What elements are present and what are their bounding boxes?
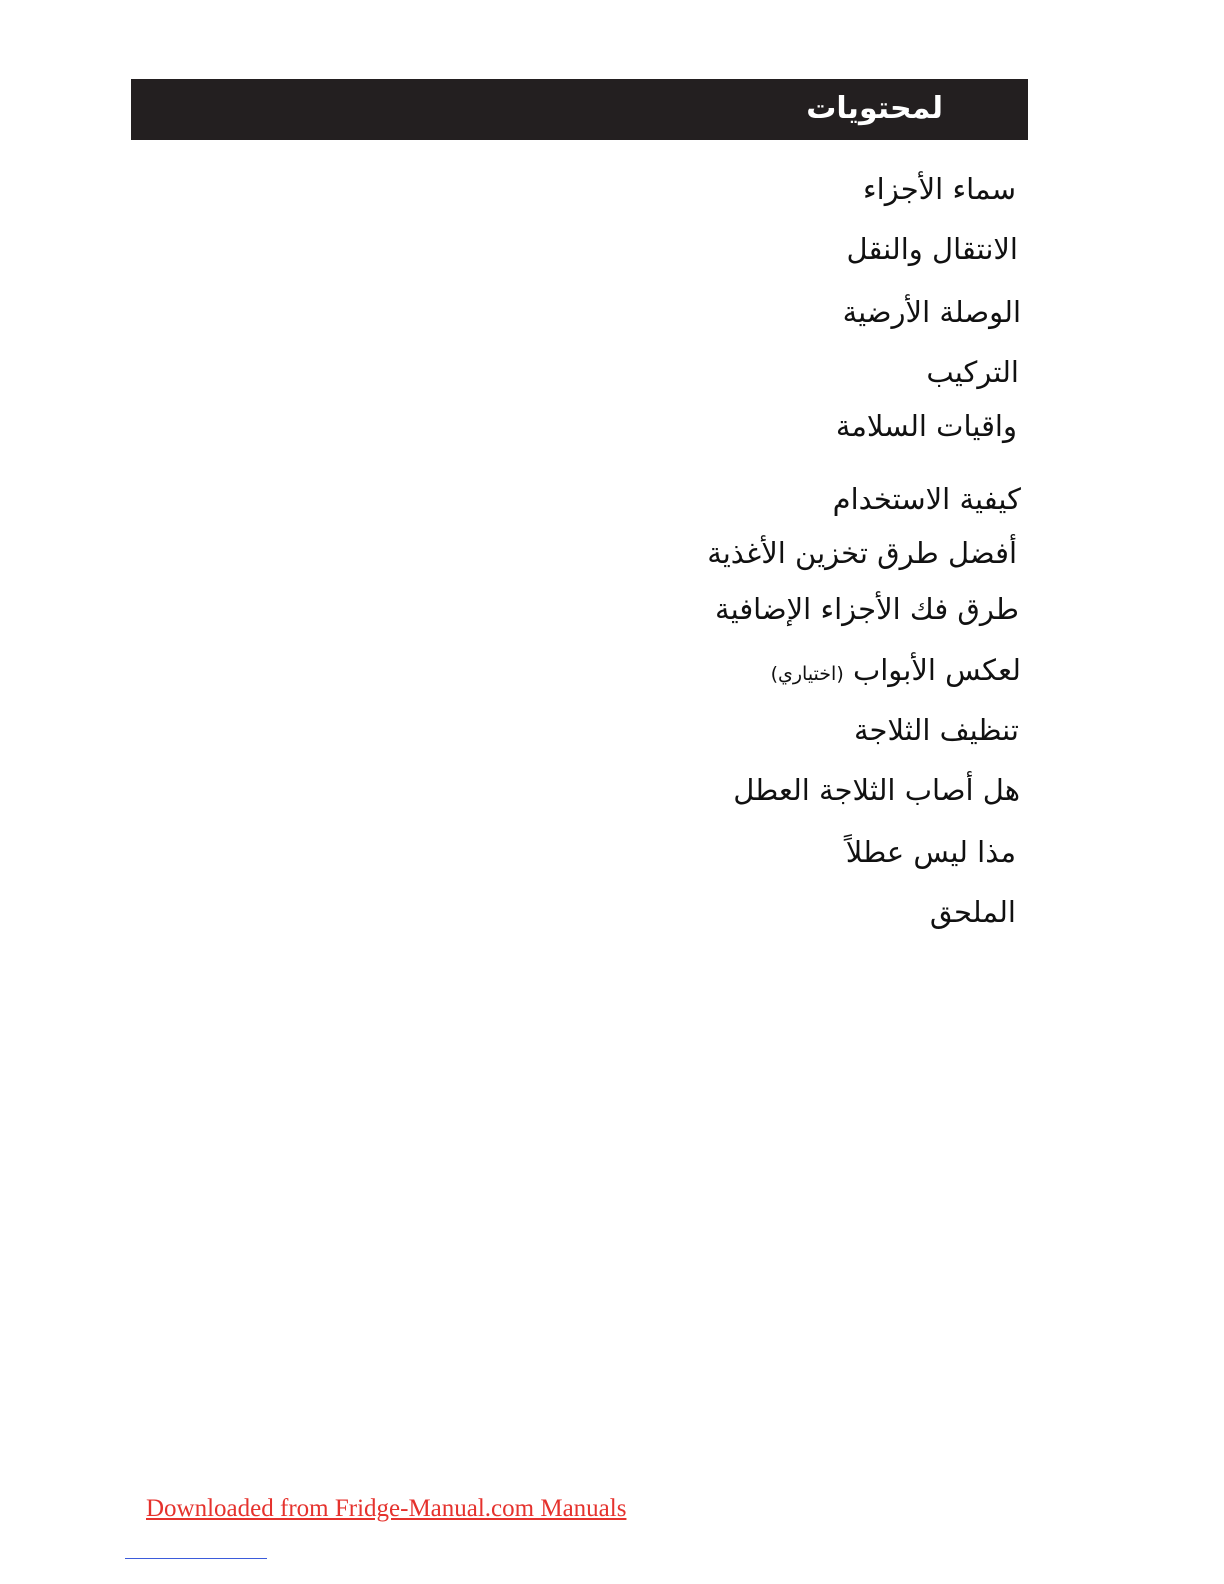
toc-item-label: التركيب: [926, 355, 1019, 389]
toc-item-label: واقيات السلامة: [835, 409, 1017, 443]
toc-item-grounding[interactable]: [843, 292, 1021, 332]
toc-item-label: الانتقال والنقل: [846, 232, 1018, 266]
toc-item-label: أفضل طرق تخزين الأغذية: [707, 536, 1017, 570]
toc-item-label: طرق فك الأجزاء الإضافية: [715, 592, 1019, 626]
toc-item-installation[interactable]: [926, 352, 1019, 392]
toc-item-label: لعكس الأبواب: [852, 653, 1021, 687]
toc-item-parts[interactable]: [863, 169, 1016, 209]
toc-item-door-reversal[interactable]: [771, 650, 1021, 694]
toc-item-label: مذا ليس عطلاً: [845, 835, 1016, 869]
download-source-link[interactable]: Downloaded from Fridge-Manual.com Manuals: [146, 1495, 627, 1522]
toc-item-label: كيفية الاستخدام: [832, 482, 1021, 516]
toc-item-not-a-fault[interactable]: [846, 832, 1016, 872]
toc-item-label: الوصلة الأرضية: [842, 295, 1021, 329]
toc-item-how-to-use[interactable]: [833, 479, 1021, 519]
header-bar: [131, 79, 1028, 140]
page-title: لمحتويات: [806, 91, 943, 126]
toc-item-safety[interactable]: [836, 406, 1017, 446]
toc-item-label: الملحق: [929, 895, 1016, 929]
toc-item-label: تنظيف الثلاجة: [853, 713, 1019, 747]
toc-item-note: (اختياري): [770, 663, 844, 685]
toc-item-troubleshooting[interactable]: [733, 770, 1020, 810]
toc-item-label: هل أصاب الثلاجة العطل: [733, 773, 1020, 807]
toc-item-cleaning[interactable]: [854, 710, 1019, 750]
toc-item-transport[interactable]: [847, 229, 1019, 269]
toc-item-removing-parts[interactable]: [715, 589, 1019, 629]
toc-item-food-storage[interactable]: [707, 533, 1017, 573]
toc-item-label: سماء الأجزاء: [863, 172, 1016, 206]
footer-divider: [125, 1558, 267, 1559]
toc-item-appendix[interactable]: [930, 892, 1016, 932]
